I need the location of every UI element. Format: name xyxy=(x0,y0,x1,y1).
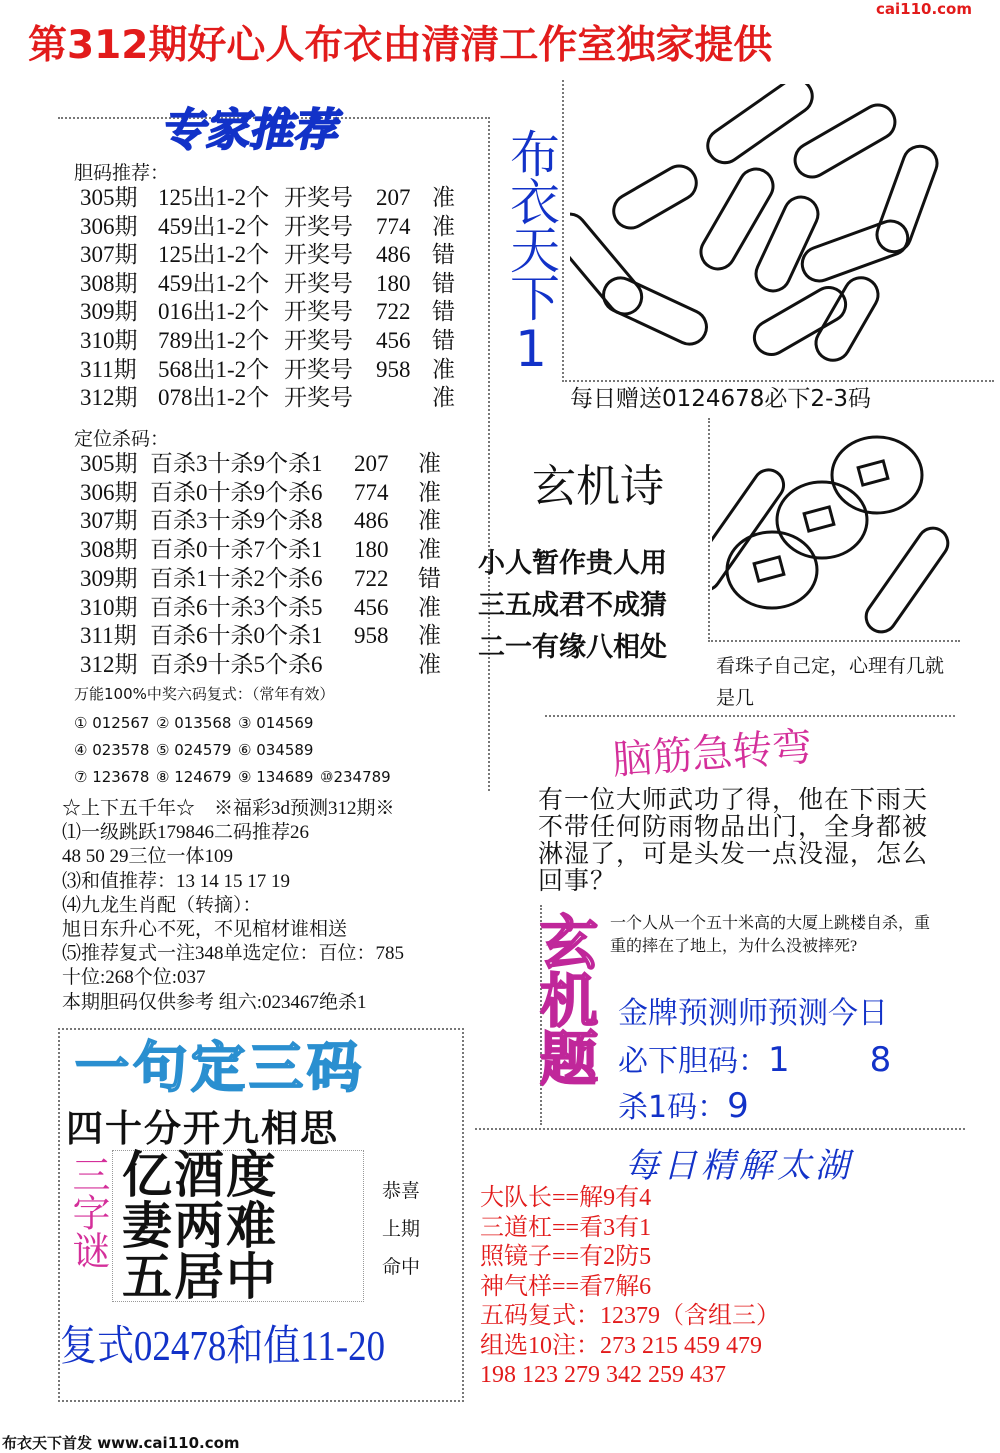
taihu-line: 神气样==看7解6 xyxy=(480,1273,652,1300)
kill-result: 准 xyxy=(418,594,441,620)
kill-num: 207 xyxy=(354,451,389,476)
dan-list xyxy=(80,184,455,413)
dan-num: 958 xyxy=(376,356,411,382)
kill-row xyxy=(80,565,441,594)
kill-row xyxy=(80,479,441,508)
kill-num: 456 xyxy=(354,594,389,620)
dan-pick: 789出1-2个 xyxy=(158,327,270,353)
dan-period: 310期 xyxy=(80,327,138,353)
dan-pick: 459出1-2个 xyxy=(158,270,270,296)
dan-label: 开奖号 xyxy=(284,385,353,411)
taihu-line: 198 123 279 342 259 437 xyxy=(480,1362,726,1388)
brain-title: 脑筋急转弯 xyxy=(610,724,814,784)
dan-result: 准 xyxy=(432,185,455,210)
combo-item: ③ 014569 xyxy=(238,714,314,732)
gift-text: 每日赠送0124678必下2-3码 xyxy=(570,386,871,412)
dan-row xyxy=(80,184,455,213)
poem-line: 小人暂作贵人用 xyxy=(478,548,667,579)
history-line: ⑷九龙生肖配（转摘）： xyxy=(62,894,262,916)
dan-pick: 078出1-2个 xyxy=(158,385,270,411)
congrats-line: 恭喜 xyxy=(382,1180,421,1202)
riddle-side-label: 三字谜 xyxy=(66,1155,110,1269)
dan-label: 开奖号 xyxy=(284,185,353,210)
kill-row xyxy=(80,651,441,680)
xuanji-question: 一个人从一个五十米高的大厦上跳楼自杀，重重的摔在了地上，为什么没被摔死? xyxy=(610,915,931,955)
dan-predict-num2: 8 xyxy=(869,1040,892,1080)
kill-row xyxy=(80,507,441,536)
taihu-line: 三道杠==看3有1 xyxy=(480,1214,652,1241)
dan-num: 456 xyxy=(376,327,411,353)
combo-row xyxy=(74,737,402,764)
dan-label: 开奖号 xyxy=(284,270,353,296)
kill-predict xyxy=(618,1082,749,1126)
combo-item: ② 013568 xyxy=(156,714,232,732)
kill-row xyxy=(80,450,441,479)
coins-icon xyxy=(712,420,952,640)
riddle-line: 五居中 xyxy=(122,1249,278,1305)
taihu-title: 每日精解太湖 xyxy=(625,1146,853,1186)
combo-item: ⑥ 034589 xyxy=(238,741,314,759)
riddle-line: 亿酒度 xyxy=(122,1147,278,1203)
site-logo[interactable]: cai110.com xyxy=(876,0,972,18)
history-line: 旭日东升心不死，不见棺材谁相送 xyxy=(62,919,348,941)
kill-result: 错 xyxy=(418,565,441,591)
dan-label: 开奖号 xyxy=(284,299,353,325)
dan-row xyxy=(80,384,455,413)
history-line: ⑸推荐复式一注348单选定位：百位：785 xyxy=(62,943,405,965)
kill-label: 定位杀码： xyxy=(74,428,170,450)
dan-row xyxy=(80,356,455,385)
history-line: 十位:268个位:037 xyxy=(62,967,206,989)
kill-pick: 百杀1十杀2个杀6 xyxy=(150,565,323,591)
kill-pick: 百杀6十杀0个杀1 xyxy=(150,623,323,649)
dan-period: 311期 xyxy=(80,356,137,382)
dan-pick: 125出1-2个 xyxy=(158,185,270,210)
taihu-line: 组选10注：273 215 459 479 xyxy=(480,1332,762,1359)
kill-result: 准 xyxy=(418,451,441,476)
fushi-text: 复式02478和值11-20 xyxy=(60,1324,386,1370)
dan-period: 308期 xyxy=(80,270,138,296)
dan-pick: 568出1-2个 xyxy=(158,356,270,382)
dan-row xyxy=(80,270,455,299)
congrats-line: 命中 xyxy=(382,1256,421,1278)
history-line: 本期胆码仅供参考 组六:023467绝杀1 xyxy=(62,991,367,1013)
dan-result: 错 xyxy=(432,327,455,353)
combo-row xyxy=(74,764,402,791)
kill-pick: 百杀3十杀9个杀8 xyxy=(150,508,323,534)
footer-text: 布衣天下首发 www.cai110.com xyxy=(2,1434,240,1452)
brain-box xyxy=(545,715,955,717)
kill-result: 准 xyxy=(418,508,441,534)
brain-text: 有一位大师武功了得，他在下雨天不带任何防雨物品出门，全身都被淋湿了，可是头发一点没湿，怎么回事？ xyxy=(538,787,929,895)
congrats-list xyxy=(382,1172,420,1286)
kill-period: 308期 xyxy=(80,537,138,563)
dan-row xyxy=(80,327,455,356)
dan-row xyxy=(80,241,455,270)
kill-period: 305期 xyxy=(80,451,138,476)
expert-heading: 专家推荐 xyxy=(158,105,346,156)
kill-row xyxy=(80,622,441,651)
combo-item: ⑦ 123678 xyxy=(74,768,150,786)
combo-row xyxy=(74,710,402,737)
riddle-line: 妻两难 xyxy=(122,1198,278,1254)
combo-list xyxy=(74,710,402,791)
kill-num xyxy=(354,651,418,680)
dan-result: 错 xyxy=(432,242,455,268)
poem-title: 玄机诗 xyxy=(532,461,664,512)
kill-result: 准 xyxy=(418,651,441,677)
congrats-line: 上期 xyxy=(382,1218,421,1240)
taihu-line: 五码复式：12379（含组三） xyxy=(480,1303,780,1329)
combo-item: ④ 023578 xyxy=(74,741,150,759)
dan-label: 开奖号 xyxy=(284,242,353,268)
xuanji-vertical: 玄机题 xyxy=(530,912,598,1086)
dan-period: 305期 xyxy=(80,185,138,210)
combo-item: ⑤ 024579 xyxy=(156,741,232,759)
big-number-29 xyxy=(570,84,950,374)
kill-period: 309期 xyxy=(80,565,138,591)
gold-title: 金牌预测师预测今日 xyxy=(618,996,888,1031)
dan-num: 722 xyxy=(376,299,411,325)
history-block xyxy=(62,797,404,1015)
dan-period: 309期 xyxy=(80,299,138,325)
dan-row xyxy=(80,213,455,242)
history-line: ☆上下五千年☆ ※福彩3d预测312期※ xyxy=(62,798,395,819)
taihu-box xyxy=(475,1128,965,1130)
kill-num: 774 xyxy=(354,479,389,505)
dan-num: 180 xyxy=(376,270,411,296)
poem-note: 看珠子自己定，心理有几就是几 xyxy=(716,655,945,709)
kill-pick: 百杀9十杀5个杀6 xyxy=(150,651,323,677)
combo-item: ⑧ 124679 xyxy=(156,768,232,786)
kill-period: 307期 xyxy=(80,508,138,534)
dan-predict xyxy=(618,1036,891,1080)
kill-pick: 百杀3十杀9个杀1 xyxy=(150,451,323,476)
page-title: 第312期好心人布衣由清清工作室独家提供 xyxy=(28,23,773,68)
dan-predict-num1: 1 xyxy=(768,1040,790,1080)
kill-result: 准 xyxy=(418,537,441,563)
dan-label: 开奖号 xyxy=(284,213,353,239)
buyi-vertical xyxy=(500,128,560,376)
kill-result: 准 xyxy=(418,623,441,649)
riddle-lines xyxy=(122,1147,278,1305)
poem-line: 二一有缘八相处 xyxy=(478,632,667,663)
history-line: 48 50 29三位一体109 xyxy=(62,846,234,868)
kill-list xyxy=(80,450,441,680)
riddle-heading: 一句定三码 xyxy=(75,1036,365,1099)
kill-pick: 百杀0十杀7个杀1 xyxy=(150,537,323,563)
dan-result: 错 xyxy=(432,299,455,325)
dan-period: 306期 xyxy=(80,213,138,239)
kill-predict-label: 杀1码： xyxy=(618,1090,728,1125)
poem-line: 三五成君不成猜 xyxy=(478,590,667,621)
kill-num: 180 xyxy=(354,537,389,563)
dan-result: 准 xyxy=(432,356,455,382)
dan-num xyxy=(376,384,432,413)
kill-num: 486 xyxy=(354,508,389,534)
dan-label: 开奖号 xyxy=(284,356,353,382)
buyi-vertical-text: 布衣天下1 xyxy=(502,128,560,376)
riddle-phrase: 四十分开九相思 xyxy=(66,1107,339,1150)
kill-period: 306期 xyxy=(80,479,138,505)
dan-num: 774 xyxy=(376,213,411,239)
dan-label: 胆码推荐： xyxy=(74,162,170,184)
combo-label: 万能100%中奖六码复式：（常年有效） xyxy=(74,685,335,703)
dan-num: 486 xyxy=(376,242,411,268)
taihu-list xyxy=(480,1184,780,1391)
taihu-line: 照镜子==有2防5 xyxy=(480,1244,652,1270)
combo-item: ⑩234789 xyxy=(320,768,391,786)
dan-predict-label: 必下胆码： xyxy=(618,1044,768,1079)
dan-period: 312期 xyxy=(80,385,138,411)
kill-period: 311期 xyxy=(80,623,137,649)
dan-result: 准 xyxy=(432,213,455,239)
kill-predict-num: 9 xyxy=(727,1086,749,1126)
dan-result: 准 xyxy=(432,385,455,411)
kill-row xyxy=(80,536,441,565)
dan-pick: 125出1-2个 xyxy=(158,242,270,268)
combo-item: ⑨ 134689 xyxy=(238,768,314,786)
history-line: ⑴一级跳跃179846二码推荐26 xyxy=(62,822,310,844)
taihu-line: 大队长==解9有4 xyxy=(480,1185,652,1211)
dan-period: 307期 xyxy=(80,242,138,268)
kill-period: 310期 xyxy=(80,594,138,620)
kill-pick: 百杀0十杀9个杀6 xyxy=(150,479,323,505)
combo-item: ① 012567 xyxy=(74,714,150,732)
dan-result: 错 xyxy=(432,270,455,296)
dan-pick: 016出1-2个 xyxy=(158,299,270,325)
kill-num: 722 xyxy=(354,565,389,591)
kill-result: 准 xyxy=(418,479,441,505)
kill-num: 958 xyxy=(354,623,389,649)
dan-row xyxy=(80,298,455,327)
kill-period: 312期 xyxy=(80,651,138,677)
kill-pick: 百杀6十杀3个杀5 xyxy=(150,594,323,620)
poem-lines xyxy=(478,543,667,669)
kill-row xyxy=(80,594,441,623)
history-line: ⑶和值推荐：13 14 15 17 19 xyxy=(62,870,291,892)
dan-pick: 459出1-2个 xyxy=(158,213,270,239)
dan-num: 207 xyxy=(376,185,411,210)
dan-label: 开奖号 xyxy=(284,327,353,353)
